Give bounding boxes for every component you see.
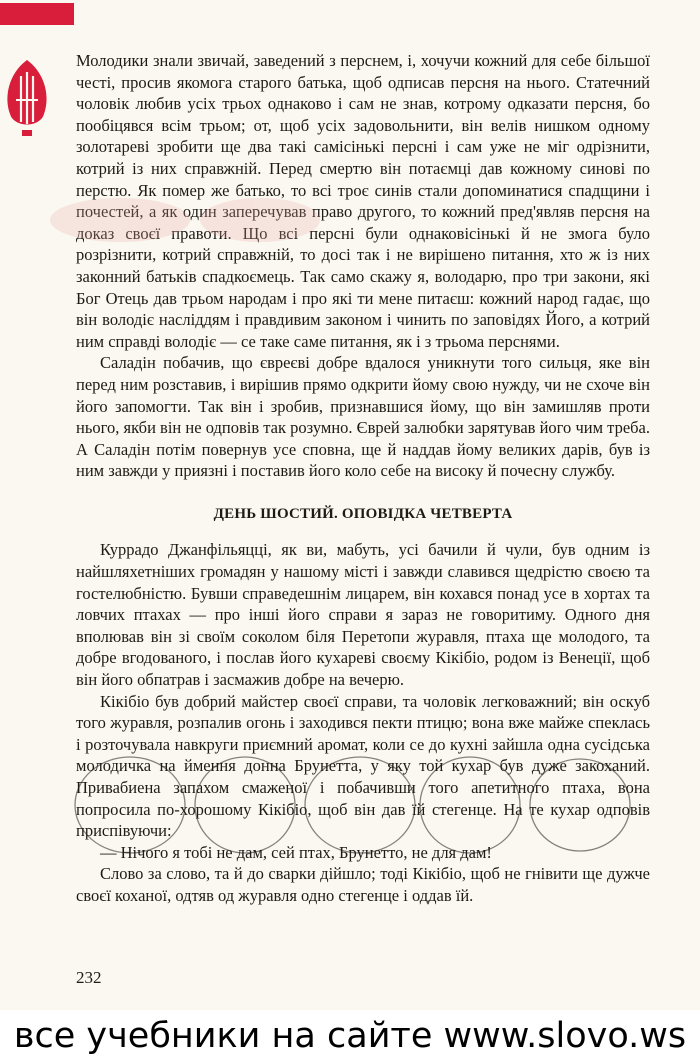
paragraph-dialogue: — Нічого я тобі не дам, сей птах, Брунетто, не для дам!: [100, 842, 492, 862]
red-corner-bar: [0, 3, 74, 25]
lyre-icon: [2, 56, 52, 138]
book-page-text: [76, 50, 650, 907]
paragraph-currado: Куррадо Джанфільяцці, як ви, мабуть, усі бачили й чули, був одним із найшляхетніших громадян у нашому місті і завжди славився щедрістю своєю та гостелюбністю. Бувши справедешнім лицарем, він кохався понад усе в хортах та ловчих птахах — про інші його справи я зараз не говоритиму. Одного дня вполював він зі своїм соколом біля Перетопи журавля, птаха ще молодого, та добре вгодованого, і послав його кухареві своєму Кікібіо, родом із Венеції, щоб він його обпатрав і засмажив добре на вечерю.: [76, 540, 650, 690]
footer-banner: все учебники на сайте www.slovo.ws: [0, 1010, 700, 1063]
paragraph-rings-parable: Молодики знали звичай, заведений з перснем, і, хочучи кожний для себе більшої честі, просив якомога старого батька, щоб одписав персня на нього. Статечний чоловік любив усіх трьох однаково і сам не знав, котрому одказати персня, бо пообіцявся всім трьом; от, щоб усіх задовольнити, він велів нишком одному золотареві зробити ще два такі самісінькі персні і сам уже не міг одрізнити, котрий із них справжній. Перед смертю він потаємці дав кожному синові по перстю. Як помер же батько, то всі троє синів стали допоминатися спадщини і почестей, а як один заперечував право другого, то кожний пред'являв персня на доказ своєї правоти. Що всі персні були однаковісінькі й не змога було розрізнити, котрий справжній, то досі так і не вирішено питання, хто ж із них законний батьків спадкоємець. Так само скажу я, володарю, про три закони, які Бог Отець дав трьом народам і про які ти мене питаєш: кожний народ гадає, що він володіє насліддям і правдивим законом і чинить по заповідях Його, а котрий ним справді володіє — се таке саме питання, як і з трьома перснями.: [76, 51, 650, 351]
paragraph-saladin: Саладін побачив, що євреєві добре вдалося уникнути того сильця, яке він перед ним розставив, і вирішив прямо одкрити йому свою нужду, чи не схоче він його запомогти. Так він і зробив, признавшися йому, що він замишляв проти нього, якби він не одповів так розумно. Єврей залюбки зарятував його чим треба. А Саладін потім повернув усе сповна, ще й наддав йому великих дарів, був із ним завжди у приязні і поставив його коло себе на високу й почесну службу.: [76, 353, 650, 481]
section-heading: ДЕНЬ ШОСТИЙ. ОПОВІДКА ЧЕТВЕРТА: [213, 505, 513, 522]
paragraph-quarrel: Слово за слово, та й до сварки дійшло; тоді Кікібіо, щоб не гнівити ще дужче своєї коханої, одтяв од журавля одно стегенце і оддав їй.: [76, 864, 650, 905]
paragraph-chichibio: Кікібіо був добрий майстер своєї справи, та чоловік легковажний; він оскуб того журавля, розпалив огонь і заходився пекти птицю; вона вже майже спеклась і розточувала навкруги приємний аромат, коли се до кухні зайшла одна сусідська молодичка на ймення донна Брунетта, у яку той кухар був дуже закоханий. Привабиена запахом смаженої і побачивши того апетитного птаха, вона попросила по-хорошому Кікібіо, щоб він дав їй стегенце. На те кухар одповів приспівуючи:: [76, 691, 650, 841]
page-number: 232: [76, 968, 102, 987]
